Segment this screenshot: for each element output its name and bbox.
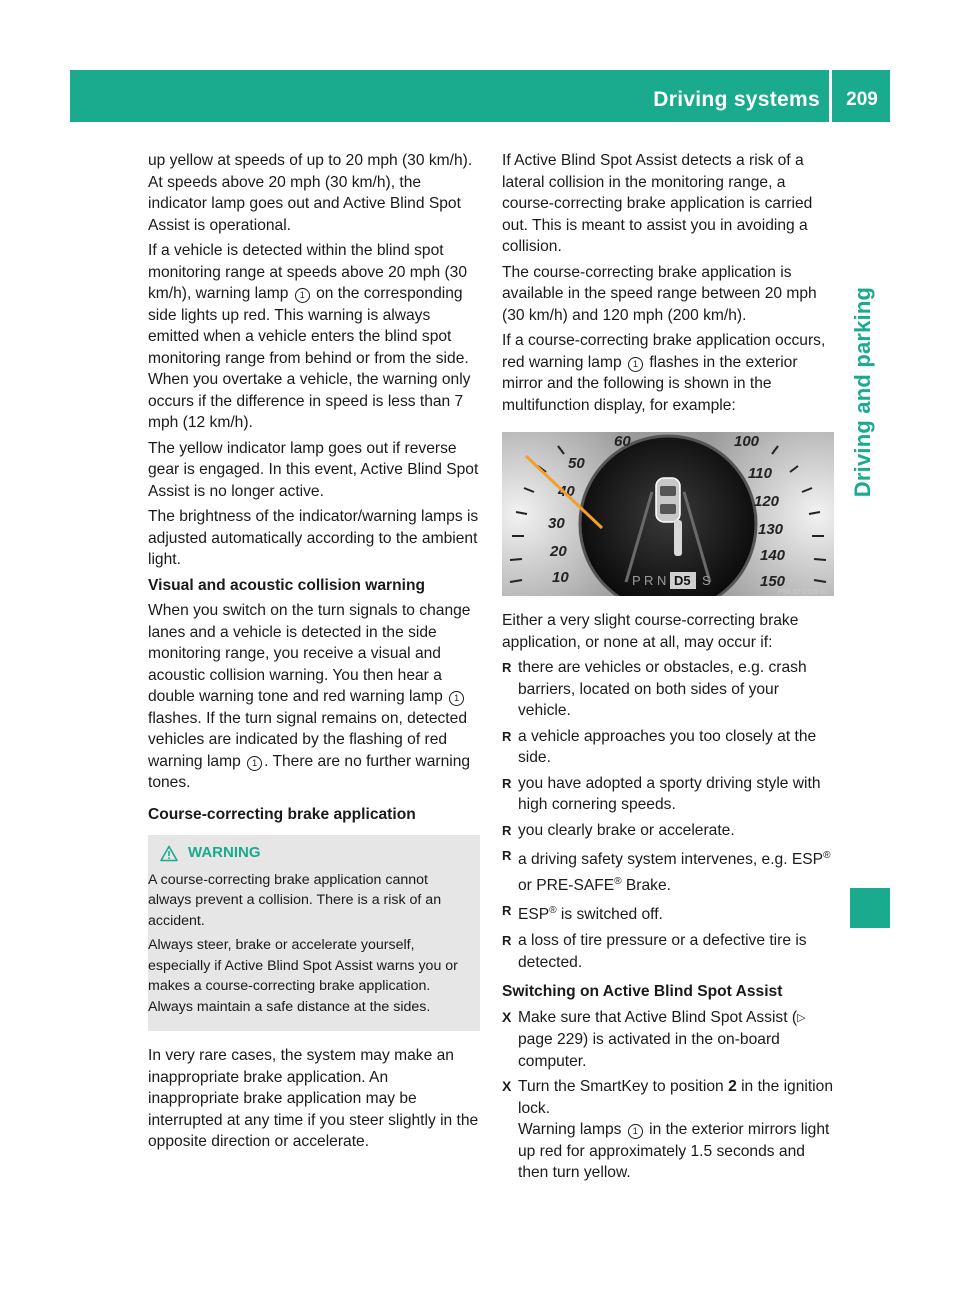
paragraph: When you switch on the turn signals to change lanes and a vehicle is detected in the side monitoring range, you receive a visual and acoustic collision warning. You then hear a double warning tone and red warning lamp 1 flashes. If the turn signal remains on, detected vehicles are indicated by the flashing of red warning lamp 1 . There are no further warning tones. (148, 602, 471, 791)
page-header (70, 70, 890, 122)
paragraph: If Active Blind Spot Assist detects a risk of a lateral collision in the monitoring range, a course-correcting brake application is carried out. This is meant to assist you in avoiding a collision. (502, 152, 813, 255)
bullet-icon: R (502, 728, 512, 744)
list-item: R you have adopted a sporty driving style with high cornering speeds. (502, 774, 821, 813)
page-reference-link[interactable]: page 229) is activated in the on-board computer. (518, 1031, 780, 1070)
paragraph: The course-correcting brake application is available in the speed range between 20 mph (30 km/h) and 120 mph (200 km/h). (502, 263, 817, 324)
left-tick-label: 10 (552, 569, 569, 586)
right-tick-label: 100 (734, 433, 760, 450)
lamp-marker-icon: 1 (295, 288, 310, 303)
lamp-marker-icon: 1 (449, 691, 464, 706)
bullet-icon: R (502, 660, 512, 675)
paragraph: Either a very slight course-correcting brake application, or none at all, may occur if: (502, 612, 799, 651)
vehicle-icon (656, 478, 680, 522)
warning-text: Always steer, brake or accelerate yourself, especially if Active Blind Spot Assist warns you or makes a course-correcting brake application. Always maintain a safe distance at the sides. (148, 937, 458, 1015)
left-tick-label: 40 (558, 483, 575, 500)
section-heading: Visual and acoustic collision warning (148, 576, 426, 594)
chapter-tab-label: Driving and parking (850, 286, 875, 498)
brake-intervention-indicator (674, 520, 682, 556)
left-tick-label: 30 (548, 515, 565, 532)
left-tick-label: 50 (568, 455, 585, 472)
left-column (148, 150, 480, 1157)
gear-after: S (702, 573, 711, 588)
lamp-marker-icon: 1 (628, 1124, 643, 1139)
chapter-tab (836, 122, 890, 872)
header-divider (829, 70, 832, 122)
instruction-steps (502, 1007, 834, 1184)
warning-triangle-icon (160, 845, 178, 862)
lamp-marker-icon: 1 (628, 357, 643, 372)
instruction-step: X Make sure that Active Blind Spot Assist (▷ page 229) is activated in the on-board computer. (502, 1008, 806, 1070)
bullet-icon: R (502, 903, 512, 919)
list-item: R you clearly brake or accelerate. (502, 820, 834, 842)
bullet-icon: R (502, 933, 512, 949)
warning-label: WARNING (188, 844, 261, 861)
instruction-step: X Turn the SmartKey to position 2 in the ignition lock. Warning lamps 1 in the exterior mirrors light up red for approximately 1.5 seconds and then turn yellow. (502, 1078, 833, 1182)
page-reference-icon: ▷ (797, 1011, 806, 1024)
bullet-icon: R (502, 848, 512, 863)
paragraph: The brightness of the indicator/warning lamps is adjusted automatically according to the ambient light. (148, 508, 479, 568)
list-item: R a vehicle approaches you too closely at the side. (502, 727, 817, 766)
lamp-marker-icon: 1 (247, 756, 262, 771)
paragraph: In very rare cases, the system may make an inappropriate brake application. An inappropriate brake application may be interrupted at any time if you steer slightly in the opposite direction or accelerate. (148, 1047, 479, 1150)
list-item: R a loss of tire pressure or a defective tire is detected. (502, 932, 807, 971)
page-number: 209 (846, 89, 878, 110)
right-tick-label: 150 (760, 573, 786, 590)
figure-code: P54.32-2115-31 (778, 589, 828, 596)
section-heading: Switching on Active Blind Spot Assist (502, 983, 783, 1001)
gear-letters: P R N (632, 573, 667, 588)
condition-list (502, 657, 834, 973)
step-arrow-icon: X (502, 1008, 512, 1025)
bullet-icon: R (502, 775, 512, 791)
paragraph: If a vehicle is detected within the blind spot monitoring range at speeds above 20 mph (30 km/h), warning lamp 1 on the corresponding side lights up red. This warning is always emitted when a vehicle enters the blind spot monitoring range from behind or from the side. When you overtake a vehicle, the warning only occurs if the difference in speed is less than 7 mph (12 km/h). (148, 242, 471, 431)
right-tick-label: 140 (760, 547, 786, 564)
multifunction-display-figure (502, 432, 834, 596)
step-arrow-icon: X (502, 1078, 512, 1095)
bullet-icon: R (502, 822, 512, 838)
section-title: Driving systems (653, 88, 820, 111)
paragraph: If a course-correcting brake application occurs, red warning lamp 1 flashes in the exterior mirror and the following is shown in the multifunction display, for example: (502, 332, 826, 414)
section-heading: Course-correcting brake application (148, 805, 416, 823)
gear-selected: D5 (674, 573, 691, 588)
left-tick-label: 20 (550, 543, 567, 560)
paragraph: up yellow at speeds of up to 20 mph (30 km/h). At speeds above 20 mph (30 km/h), the indicator lamp goes out and Active Blind Spot Assist is operational. (148, 152, 473, 234)
warning-text: A course-correcting brake application cannot always prevent a collision. There is a risk of an accident. (148, 871, 442, 929)
paragraph: The yellow indicator lamp goes out if reverse gear is engaged. In this event, Active Blind Spot Assist is no longer active. (148, 439, 479, 500)
warning-box (148, 835, 480, 1031)
list-item: R ESP® is switched off. (502, 900, 834, 926)
right-tick-label: 120 (754, 493, 780, 510)
list-item: R there are vehicles or obstacles, e.g. crash barriers, located on both sides of your vehicle. (502, 659, 807, 719)
instrument-cluster-illustration (502, 432, 834, 596)
list-item: R a driving safety system intervenes, e.g. ESP® or PRE-SAFE® Brake. (502, 845, 834, 896)
right-tick-label: 110 (748, 465, 772, 482)
right-tick-label: 130 (758, 521, 784, 538)
chapter-marker (850, 888, 890, 928)
right-column (502, 150, 834, 1188)
left-tick-label: 60 (614, 433, 631, 450)
